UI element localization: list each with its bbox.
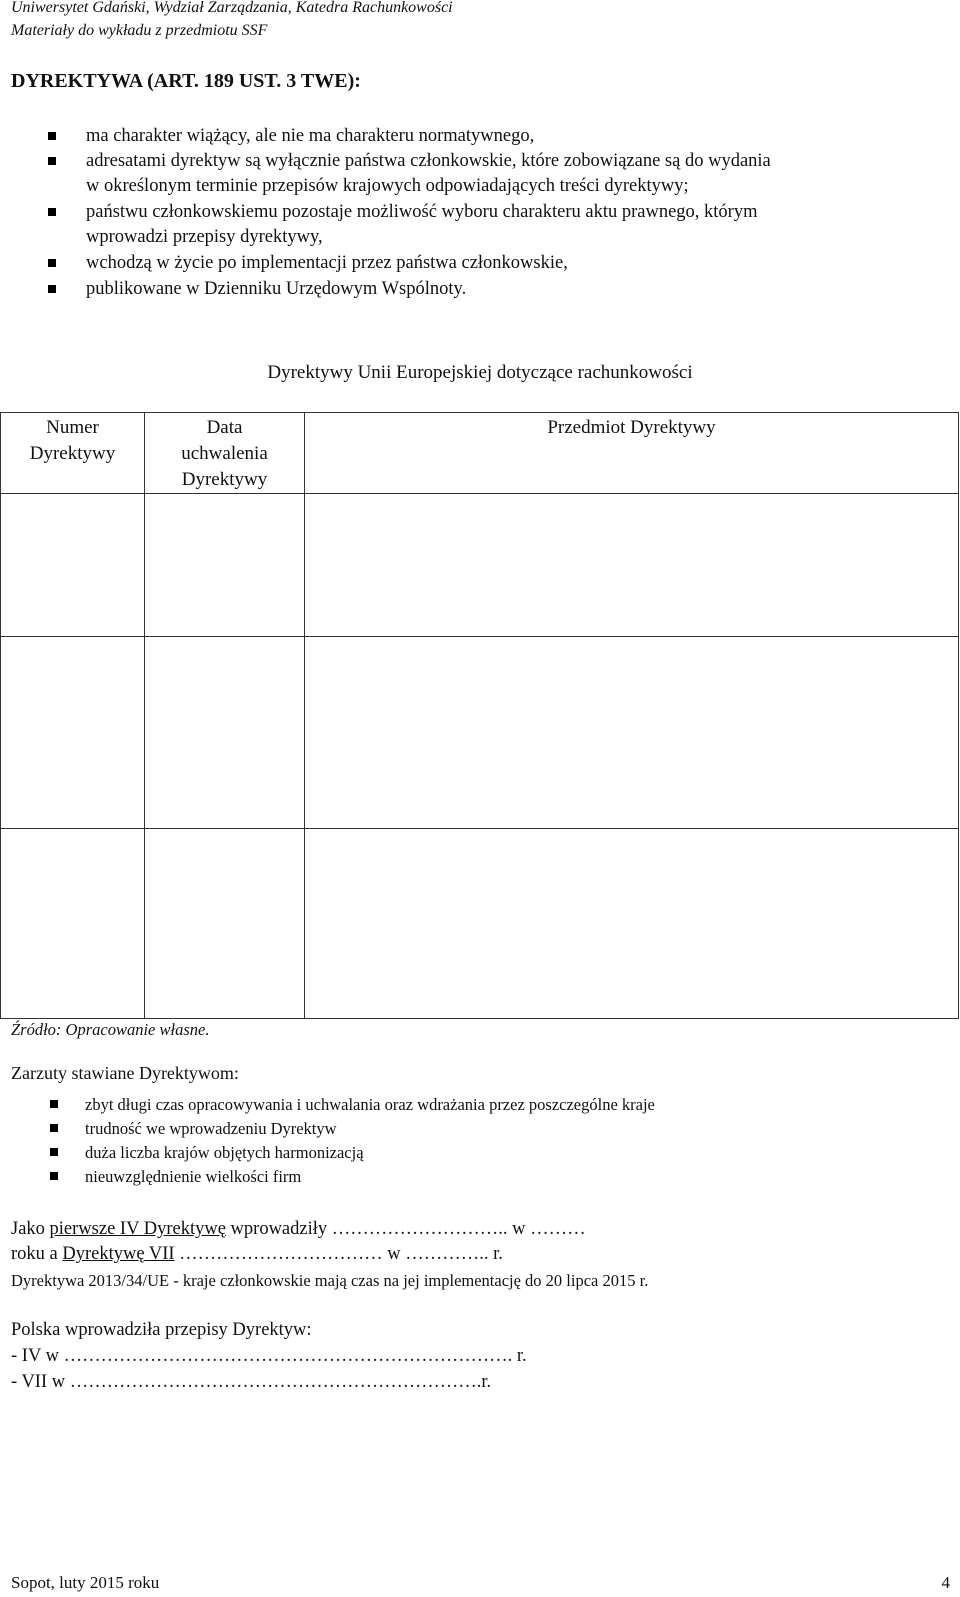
table-cell[interactable] [145,494,305,637]
fill-in-line-1: Jako pierwsze IV Dyrektywę wprowadziły ……………………….. w ……… [11,1219,586,1239]
table-cell[interactable] [1,829,145,1019]
table-cell[interactable] [1,494,145,637]
footer-date: Sopot, luty 2015 roku [11,1573,160,1592]
col-header-date: Data uchwalenia Dyrektywy [145,413,305,494]
list-item: nieuwzględnienie wielkości firm [85,1167,302,1186]
col-header-number: Numer Dyrektywy [1,413,145,494]
header-course: Materiały do wykładu z przedmiotu SSF [11,22,268,39]
bullet-icon [50,1172,58,1180]
bullet-icon [48,285,56,293]
poland-title: Polska wprowadziła przepisy Dyrektyw: [11,1320,312,1340]
bullet-icon [50,1148,58,1156]
bullet-icon [50,1100,58,1108]
bullet-icon [48,157,56,165]
table-caption: Dyrektywy Unii Europejskiej dotyczące rachunkowości [267,362,693,383]
table-row [1,494,959,637]
bullet-icon [48,208,56,216]
col-header-subject: Przedmiot Dyrektywy [305,413,959,494]
table-cell[interactable] [145,637,305,829]
table-cell[interactable] [145,829,305,1019]
table-row [1,829,959,1019]
header-university: Uniwersytet Gdański, Wydział Zarządzania, Katedra Rachunkowości [11,0,453,16]
directives-table [0,412,959,1019]
page-title: DYREKTYWA (ART. 189 UST. 3 TWE): [11,70,361,92]
page-number: 4 [941,1573,950,1592]
table-cell[interactable] [305,829,959,1019]
directive-2013-note: Dyrektywa 2013/34/UE - kraje członkowskie mają czas na jej implementację do 20 lipca 2015 r. [11,1271,649,1290]
table-cell[interactable] [1,637,145,829]
table-cell[interactable] [305,494,959,637]
table-source: Źródło: Opracowanie własne. [11,1020,210,1039]
bullet-icon [48,132,56,140]
criticisms-title: Zarzuty stawiane Dyrektywom: [11,1063,239,1083]
fill-in-line-2: roku a Dyrektywę VII …………………………… w ………….. r. [11,1244,503,1264]
bullet-icon [50,1124,58,1132]
table-cell[interactable] [305,637,959,829]
table-header-row [1,413,959,494]
poland-iv-line[interactable]: - IV w ………………………………………………………………. r. [11,1346,527,1366]
list-item: zbyt długi czas opracowywania i uchwalania oraz wdrażania przez poszczególne kraje [85,1095,655,1114]
list-item: duża liczba krajów objętych harmonizacją [85,1143,364,1162]
table-row [1,637,959,829]
poland-vii-line[interactable]: - VII w ………………………………………………………….r. [11,1372,492,1392]
list-item: trudność we wprowadzeniu Dyrektyw [85,1119,337,1138]
bullet-icon [48,259,56,267]
